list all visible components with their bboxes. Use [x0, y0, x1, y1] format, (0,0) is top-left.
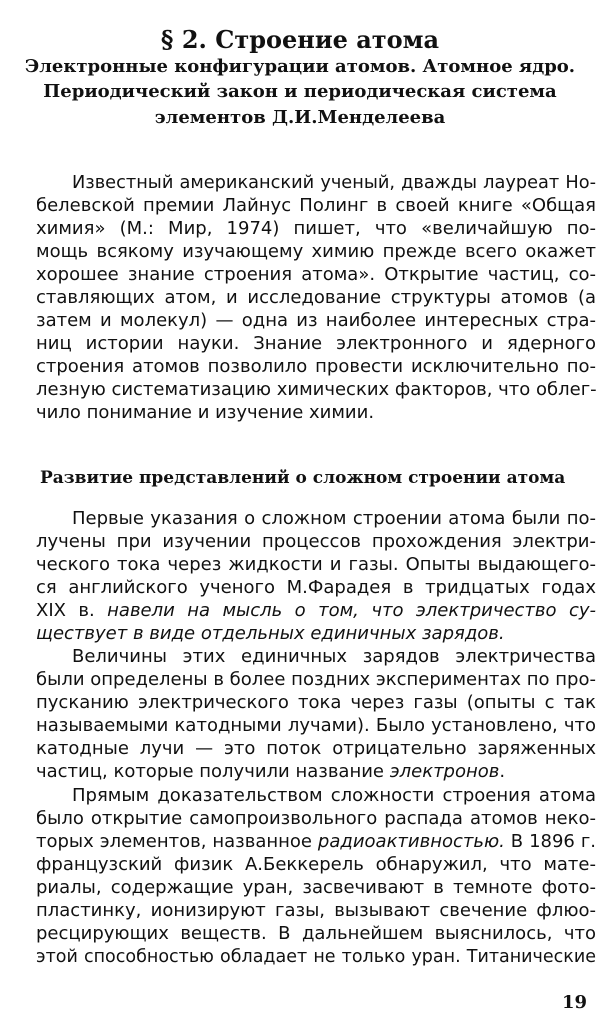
para3-line-5: риалы, содержащие уран, засвечивают в темноте фото- [36, 877, 596, 898]
para1-line-5-italic: навели на мысль о том, что электричество су- [107, 600, 596, 621]
para2-line-6 [36, 761, 596, 783]
intro-line-9: строения атомов позволило провести исключительно по- [36, 356, 596, 377]
para3-line-3-end: В 1896 г. [504, 831, 596, 852]
para2-line-6-italic: электронов [389, 761, 500, 782]
para1-line-5 [36, 600, 596, 622]
chapter-subtitle-line-3: элементов Д.И.Менделеева [154, 107, 446, 128]
para1-line-2: лучены при изучении процессов прохождения электри- [36, 531, 596, 552]
intro-line-8: ниц истории науки. Знание электронного и ядерного [36, 333, 596, 354]
para3-line-6: пластинку, ионизируют газы, вызывают свечение флюо- [36, 900, 596, 921]
para1-line-5-plain: XIX в. [36, 600, 108, 621]
para3-line-1: Прямым доказательством сложности строения атома [72, 785, 596, 806]
chapter-title: § 2. Строение атома [160, 25, 440, 54]
para3-line-8: этой способностью обладает не только уран. Титанические [36, 947, 596, 967]
intro-line-10: лезную систематизацию химических факторов, что облег- [36, 379, 597, 400]
para2-line-6-plain: частиц, которые получили название [36, 761, 390, 782]
page-number: 19 [562, 992, 588, 1013]
intro-line-2: белевской премии Лайнус Полинг в своей книге «Общая [36, 195, 596, 216]
intro-line-4: мощь всякому изучающему химию прежде всего окажет [36, 241, 596, 262]
para3-line-3-italic: радиоактивностью. [317, 831, 505, 852]
chapter-subtitle-line-2: Периодический закон и периодическая система [43, 81, 557, 102]
para2-line-5: катодные лучи — это поток отрицательно заряженных [36, 738, 596, 759]
para1-line-1: Первые указания о сложном строении атома были по- [72, 508, 596, 529]
intro-line-7: затем и молекул) — одна из наиболее интересных стра- [36, 310, 596, 331]
para2-line-2: были определены в более поздних экспериментах по про- [36, 669, 596, 690]
para2-line-6-end: . [499, 761, 506, 782]
para2-line-4: называемыми катодными лучами). Было установлено, что [36, 715, 596, 736]
intro-line-1: Известный американский ученый, дважды лауреат Но- [72, 173, 596, 193]
para1-line-4: ся английского ученого М.Фарадея в тридцатых годах [36, 577, 596, 598]
para3-line-2: было открытие самопроизвольного распада атомов неко- [36, 808, 596, 829]
para1-line-3: ческого тока через жидкости и газы. Опыты выдающего- [36, 554, 596, 575]
para3-line-3 [36, 831, 596, 853]
para2-line-3: пусканию электрического тока через газы (опыты с так [36, 692, 596, 713]
para1-line-6: ществует в виде отдельных единичных зарядов. [36, 623, 505, 644]
para3-line-4: французский физик А.Беккерель обнаружил, что мате- [36, 854, 596, 875]
para3-line-7: ресцирующих веществ. В дальнейшем выяснилось, что [36, 923, 596, 944]
intro-line-11: чило понимание и изучение химии. [36, 402, 375, 423]
intro-line-5: хорошее знание строения атома». Открытие частиц, со- [36, 264, 596, 285]
intro-line-6: ставляющих атом, и исследование структуры атомов (а [36, 287, 596, 308]
intro-line-3: химия» (М.: Мир, 1974) пишет, что «величайшую по- [36, 218, 596, 239]
section-heading: Развитие представлений о сложном строении атома [40, 468, 566, 488]
chapter-subtitle-line-1: Электронные конфигурации атомов. Атомное ядро. [24, 56, 576, 77]
para2-line-1: Величины этих единичных зарядов электричества [72, 646, 596, 667]
para3-line-3-plain: торых элементов, названное [36, 831, 318, 852]
